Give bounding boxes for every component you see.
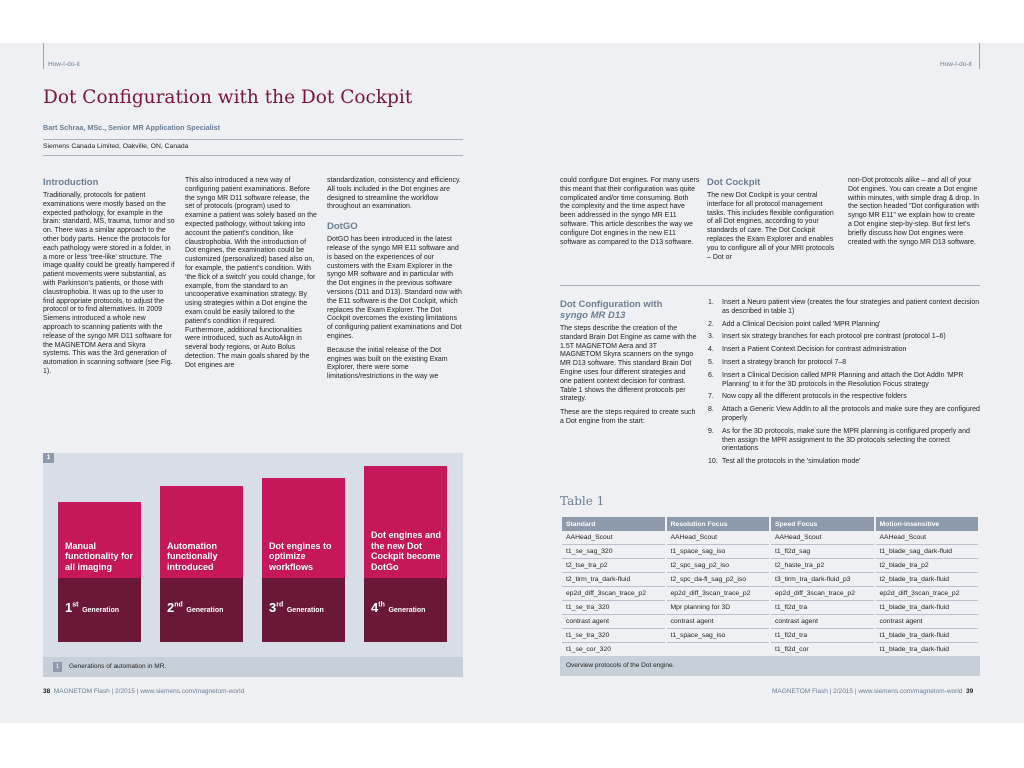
step-list (708, 299, 980, 471)
figure-number-tag: 1 (43, 453, 54, 463)
d13-section (560, 299, 698, 432)
right-page (512, 43, 1024, 723)
table-row (562, 601, 978, 615)
list-item-text: Insert six strategy branches for each protocol pre contrast (protocol 1–6) (722, 333, 946, 341)
list-item-number: 8. (708, 406, 714, 414)
table-cell: t2_blade_tra_dark-fluid (876, 573, 979, 587)
left-page (0, 43, 512, 723)
table-cell: t2_tse_tra_p2 (562, 559, 665, 573)
generation-bar-label: Dot engines and the new Dot Cockpit become DotGo (371, 530, 442, 572)
table-cell: AAHead_Scout (667, 531, 770, 545)
affiliation: Siemens Canada Limited, Oakville, ON, Canada (43, 143, 189, 150)
table-cell: t1_fl2d_tra (771, 629, 874, 643)
table-cell: contrast agent (771, 615, 874, 629)
list-item-text: Insert a strategy branch for protocol 7–8 (722, 358, 847, 366)
table-cell: contrast agent (667, 615, 770, 629)
generation-ordinal: th (378, 601, 385, 609)
table-cell: Mpr planning for 3D (667, 601, 770, 615)
running-head: How-I-do-it (940, 61, 972, 68)
page-number: 39 (966, 688, 974, 695)
table-cell: t1_se_tra_320 (562, 601, 665, 615)
table-cell: contrast agent (876, 615, 979, 629)
section-heading-introduction: Introduction (43, 177, 99, 188)
list-item (708, 393, 980, 402)
list-item-number: 1. (708, 299, 714, 306)
magazine-spread (0, 43, 1024, 723)
generation-bar-label-box (160, 486, 243, 578)
generation-bar-label: Manual functionality for all imaging (65, 540, 133, 572)
table-cell: t1_space_sag_iso (667, 545, 770, 559)
list-item-number: 2. (708, 320, 714, 328)
table-cell: AAHead_Scout (771, 531, 874, 545)
table-cell: t1_fl2d_cor (771, 643, 874, 657)
generation-bar-label-box (364, 466, 447, 578)
caption-number: 1 (53, 662, 62, 672)
figure-caption (43, 657, 463, 677)
table-cell: t1_blade_tra_dark-fluid (876, 643, 979, 657)
list-item (708, 406, 980, 424)
list-item (708, 359, 980, 368)
section-heading-dotgo: DotGO (327, 221, 358, 233)
table-caption (560, 656, 980, 676)
generation-bar-footer (58, 578, 141, 642)
generation-number: 3 (269, 600, 277, 615)
generation-number: 4 (371, 600, 379, 615)
generation-bar-label: Dot engines to optimize workflows (269, 540, 332, 572)
generation-ordinal: st (72, 601, 79, 609)
generation-bar-label: Automation functionally introduced (167, 540, 218, 572)
divider (43, 139, 463, 140)
page-footer (772, 688, 973, 695)
list-item-number: 9. (708, 427, 714, 435)
list-item-text: As for the 3D protocols, make sure the MPR planning is configured properly and then assign the MPR assignment to the 3D protocols selecting the correct orientations (722, 427, 970, 453)
list-item-number: 10. (708, 458, 718, 466)
paragraph: non-Dot protocols alike – and all of your Dot engines. You can create a Dot engine within minutes, with simple drag & drop. In the section headed "Dot configuration with syngo MR E11" we explain how to create a Dot engine step-by-step. But first let's briefly discuss how Dot engines were created with the syngo MR D13 software. (848, 177, 980, 246)
paragraph: could configure Dot engines. For many users this meant that their configuration was quite complicated and/or time consuming. Both the complexity and the time aspect have been addressed in the syngo MR E11 software. This article describes the way we configure Dot engines in the new E11 software as compared to the D13 software. (560, 177, 700, 246)
table-cell: contrast agent (562, 615, 665, 629)
generation-bar-1 (58, 502, 141, 642)
page-footer (43, 688, 244, 695)
table-cell: t1_blade_tra_dark-fluid (876, 601, 979, 615)
section-heading-d13-sub: syngo MR D13 (560, 310, 626, 321)
table-cell: t2_spc_da-fl_sag_p2_iso (667, 573, 770, 587)
list-item-number: 4. (708, 346, 714, 354)
table-title: Table 1 (560, 494, 605, 508)
list-item-text: Insert a Patient Context Decision for contrast administration (722, 346, 907, 354)
generation-number: 2 (167, 600, 175, 615)
footer-text: MAGNETOM Flash | 2/2015 | www.siemens.com/magnetom-world (53, 688, 245, 695)
author-line: Bart Schraa, MSc., Senior MR Application Specialist (43, 123, 221, 132)
list-item-text: Attach a Generic View AddIn to all the protocols and make sure they are configured properly (722, 406, 980, 422)
generation-bar-3 (262, 478, 345, 642)
table-cell: ep2d_diff_3scan_trace_p2 (562, 587, 665, 601)
corner-mark (979, 43, 980, 69)
list-item-text: Now copy all the different protocols in the respective folders (722, 393, 907, 401)
table-cell: t2_spc_sag_p2_iso (667, 559, 770, 573)
table-row (562, 531, 978, 545)
paragraph: DotGO has been introduced in the latest release of the syngo MR E11 software and is based on the experiences of our customers with the Exam Explorer in the syngo MR software and in particular with the Dot engines in the previous software versions (D11 and D13). Standard now with the E11 software is the Dot Cockpit, which replaces the Exam Explorer. The Dot Cockpit overcomes the existing limitations of configuring patient examinations and Dot engines. (327, 236, 462, 340)
list-item (708, 458, 980, 467)
list-item-number: 7. (708, 393, 714, 401)
text-column-1 (43, 177, 175, 382)
footer-text: MAGNETOM Flash | 2/2015 | www.siemens.com/magnetom-world (772, 688, 963, 695)
paragraph: standardization, consistency and efficiency. All tools included in the Dot engines are designed to streamline the workflow throughout an examination. (327, 177, 461, 211)
list-item-number: 3. (708, 333, 714, 341)
table-cell: t2_blade_tra_p2 (876, 559, 979, 573)
generation-word: Generation (186, 607, 224, 614)
corner-mark (43, 43, 44, 69)
paragraph: These are the steps required to create such a Dot engine from the start: (560, 409, 696, 425)
table-cell: t1_blade_sag_dark-fluid (876, 545, 979, 559)
generation-bar-footer (262, 578, 345, 642)
protocol-table (560, 517, 980, 657)
table-cell: t1_se_tra_320 (562, 629, 665, 643)
paragraph: Because the initial release of the Dot engines was built on the existing Exam Explorer, there were some limitations/restrictions in the way we (327, 346, 448, 381)
generation-ordinal: rd (276, 601, 284, 609)
list-item (708, 333, 980, 342)
table-cell: ep2d_diff_3scan_trace_p2 (876, 587, 979, 601)
text-column-3 (327, 177, 463, 387)
list-item-text: Add a Clinical Decision point called 'MPR Planning' (722, 320, 881, 328)
list-item (708, 428, 980, 454)
generation-word: Generation (82, 607, 120, 614)
paragraph: Traditionally, protocols for patient examinations were mostly based on the expected pathology, for example in the brain: standard, MS, trauma, tumor and so on. There was a similar approach to the other body parts. Hence the protocols for each pathology were stored in a folder, in a more or less 'tree-like' structure. The image quality could be greatly hampered if patient movements were substantial, as with Parkinson's patients, or those with claustrophobia. It was up to the user to find appropriate protocols, to adjust the protocol or to find alternatives. In 2009 Siemens introduced a whole new approach to scanning patients with the release of the syngo MR D11 software for the MAGNETOM Aera and Skyra systems. This was the 3rd generation of automation in scanning software (see Fig. 1). (43, 192, 175, 375)
article-title: Dot Configuration with the Dot Cockpit (43, 87, 413, 108)
table-header-row (562, 517, 978, 531)
running-head: How-I-do-it (48, 61, 80, 68)
generation-label (167, 600, 223, 615)
generation-number: 1 (65, 600, 73, 615)
paragraph: This also introduced a new way of configuring patient examinations. Before the syngo MR D11 software release, the set of protocols (program) used to examine a patient was solely based on the expected pathology, without taking into account the patient's condition, like claustrophobia. With the introduction of Dot engines, the examination could be customized (personalized) based also on, for example, the patient's condition. With 'the flick of a switch' you could change, for example, from the standard to an uncooperative examination strategy. By using strategies within a Dot engine the exam could be easily tailored to the patient's condition if required. Furthermore, additional functionalities were introduced, such as AutoAlign in several body regions, or Auto Bolus detection. The main goals shared by the Dot engines are (185, 177, 317, 369)
text-column-1 (560, 177, 700, 252)
table-header-cell: Resolution Focus (667, 517, 770, 531)
list-item-number: 5. (708, 358, 714, 366)
generation-word: Generation (286, 607, 324, 614)
generation-bar-2 (160, 486, 243, 642)
page-number: 38 (43, 688, 51, 695)
table-caption-text: Overview protocols of the Dot engine. (566, 662, 675, 669)
table-cell: t1_se_sag_320 (562, 545, 665, 559)
table-header-cell: Motion-insensitive (876, 517, 979, 531)
list-item-text: Insert a Neuro patient view (creates the four strategies and patient context decision as described in table 1) (722, 299, 980, 315)
table-cell: ep2d_diff_3scan_trace_p2 (667, 587, 770, 601)
table-cell: t1_fl2d_sag (771, 545, 874, 559)
table-cell: AAHead_Scout (876, 531, 979, 545)
list-item (708, 299, 980, 317)
table-cell: t2_haste_tra_p2 (771, 559, 874, 573)
section-heading-dot-cockpit: Dot Cockpit (707, 177, 761, 188)
caption-text: Generations of automation in MR. (69, 663, 167, 670)
text-column-2 (185, 177, 318, 376)
table-body (562, 531, 978, 657)
divider (43, 155, 463, 156)
generation-bar-4 (364, 466, 447, 642)
generation-label (65, 600, 119, 615)
generation-bar-label-box (262, 478, 345, 578)
table-header-cell: Speed Focus (771, 517, 874, 531)
table-row (562, 587, 978, 601)
list-item-text: Test all the protocols in the 'simulation mode' (722, 458, 861, 466)
table-row (562, 573, 978, 587)
list-item-number: 6. (708, 371, 714, 379)
table-row (562, 643, 978, 657)
table-cell: t1_blade_tra_dark-fluid (876, 629, 979, 643)
table-header-cell: Standard (562, 517, 665, 531)
generation-bar-label-box (58, 502, 141, 578)
table-cell: AAHead_Scout (562, 531, 665, 545)
list-item-text: Insert a Clinical Decision called MPR Planning and attach the Dot AddIn 'MPR Planning' to it for the 3D protocols in the Resolution Focus strategy (722, 371, 964, 388)
table-row (562, 629, 978, 643)
table-row (562, 559, 978, 573)
table-cell: t3_tirm_tra_dark-fluid_p3 (771, 573, 874, 587)
paragraph: The steps describe the creation of the standard Brain Dot Engine as came with the 1.5T MAGNETOM Aera and 3T MAGNETOM Skyra scanners on the syngo MR D13 software. This standard Brain Dot Engine uses four different strategies and one patient context decision for contrast. Table 1 shows the different protocols per strategy. (560, 325, 697, 403)
generation-word: Generation (388, 607, 426, 614)
text-column-2 (707, 177, 839, 267)
table-row (562, 545, 978, 559)
list-item (708, 346, 980, 355)
section-heading-d13: Dot Configuration with (560, 299, 663, 310)
generation-ordinal: nd (174, 601, 183, 609)
divider (560, 285, 980, 286)
table-cell: t2_tirm_tra_dark-fluid (562, 573, 665, 587)
list-item (708, 372, 980, 390)
table-cell (667, 643, 770, 657)
text-column-3 (848, 177, 980, 252)
generation-label (269, 600, 324, 615)
table-cell: t1_se_cor_320 (562, 643, 665, 657)
generation-bar-footer (160, 578, 243, 642)
table-cell: t1_space_sag_iso (667, 629, 770, 643)
list-item (708, 321, 980, 330)
generation-label (371, 600, 425, 615)
table-cell: ep2d_diff_3scan_trace_p2 (771, 587, 874, 601)
generation-bar-footer (364, 578, 447, 642)
figure-1 (43, 453, 463, 677)
table-row (562, 615, 978, 629)
table-cell: t1_fl2d_tra (771, 601, 874, 615)
paragraph: The new Dot Cockpit is your central interface for all protocol management tasks. This includes flexible configuration of all Dot engines, according to your standards of care. The Dot Cockpit replaces the Exam Explorer and enables you to configure all of your MRI protocols – Dot or (707, 192, 835, 261)
